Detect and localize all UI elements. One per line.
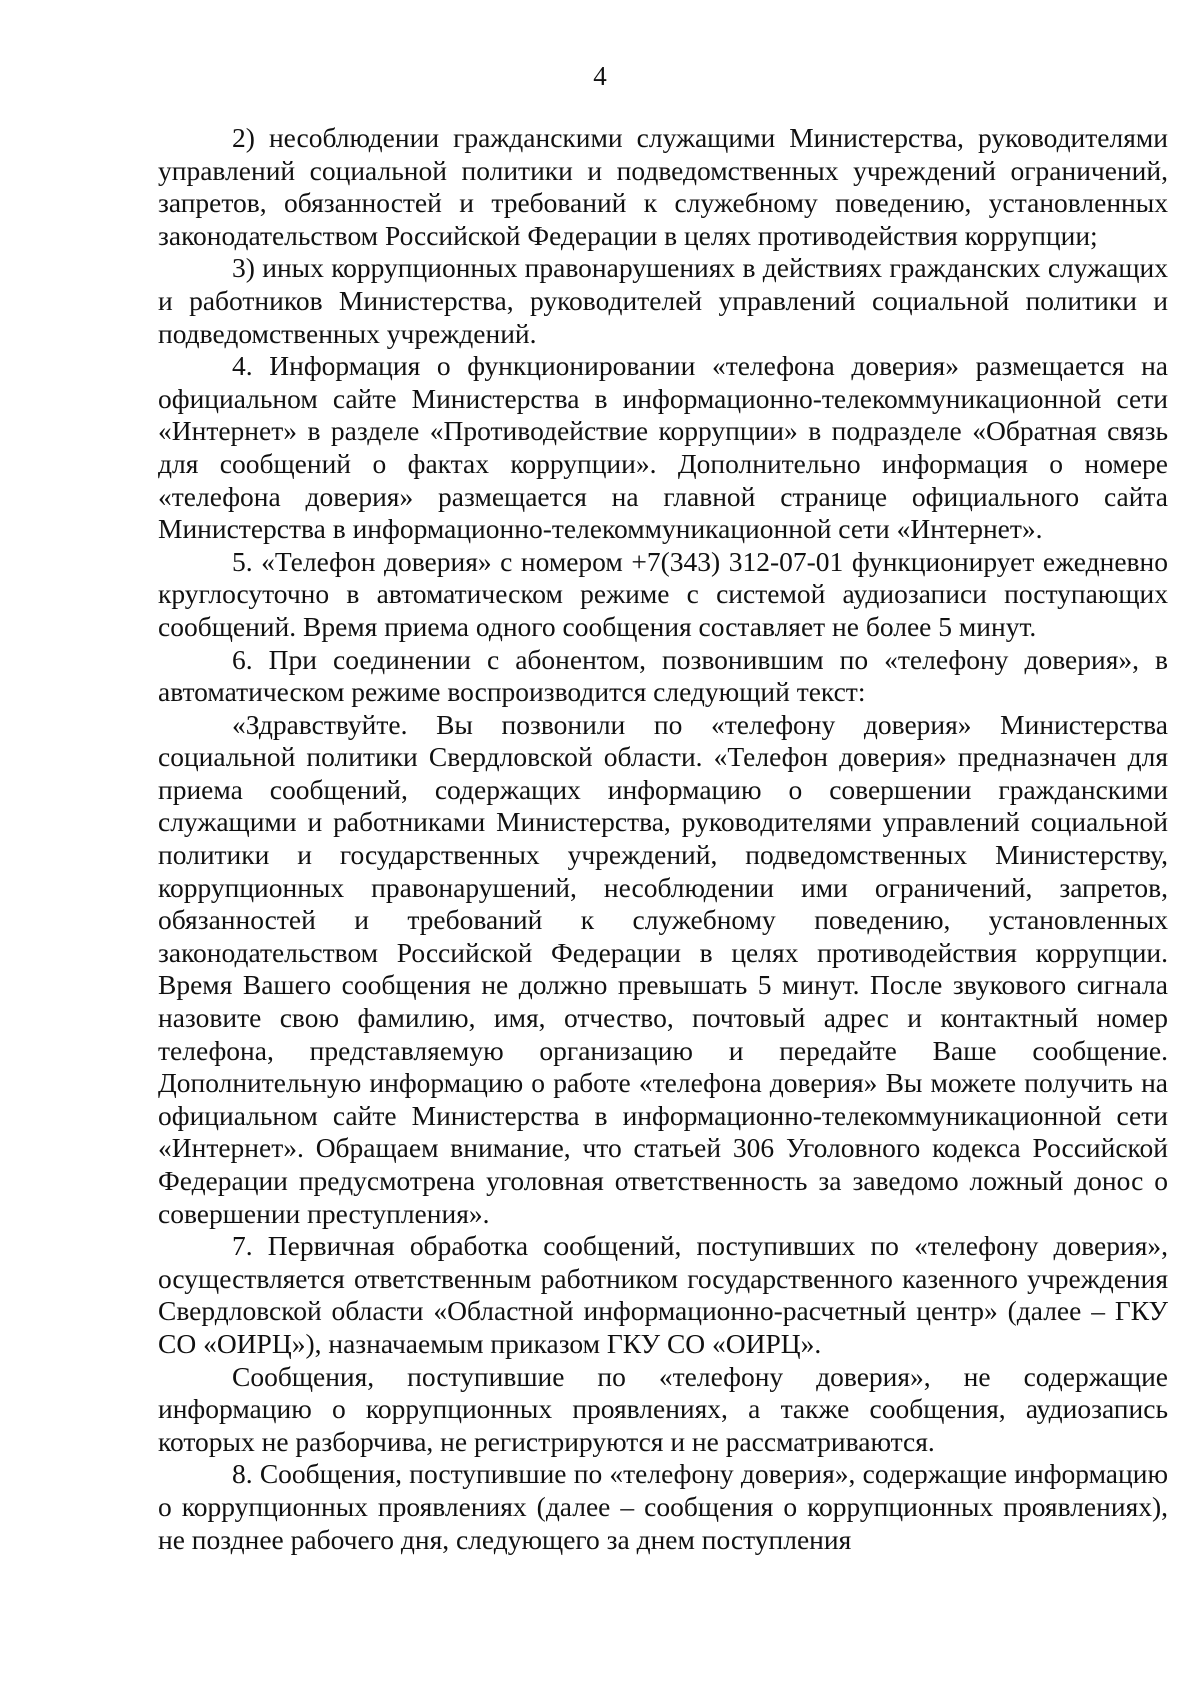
paragraph-greeting-text: «Здравствуйте. Вы позвонили по «телефону доверия» Министерства социальной политики Свердловской области. «Телефон доверия» предназначен для приема сообщений, содержащих информацию о совершении гражданскими служащими и работниками Министерства, руководителями управлений социальной политики и государственных учреждений, подведомственных Министерству, коррупционных правонарушений, несоблюдении ими ограничений, запретов, обязанностей и требований к служебному поведению, установленных законодательством Российской Федерации в целях противодействия коррупции. Время Вашего сообщения не должно превышать 5 минут. После звукового сигнала назовите свою фамилию, имя, отчество, почтовый адрес и контактный номер телефона, представляемую организацию и передайте Ваше сообщение. Дополнительную информацию о работе «телефона доверия» Вы можете получить на официальном сайте Министерства в информационно-телекоммуникационной сети «Интернет». Обращаем внимание, что статьей 306 Уголовного кодекса Российской Федерации предусмотрена уголовная ответственность за заведомо ложный донос о совершении преступления».	[158, 708, 1168, 1229]
paragraph-section-7: 7. Первичная обработка сообщений, поступивших по «телефону доверия», осуществляется ответственным работником государственного казенного учреждения Свердловской области «Областной информационно-расчетный центр» (далее – ГКУ СО «ОИРЦ»), назначаемым приказом ГКУ СО «ОИРЦ».	[158, 1230, 1168, 1359]
paragraph-section-6: 6. При соединении с абонентом, позвонившим по «телефону доверия», в автоматическом режиме воспроизводится следующий текст:	[158, 643, 1168, 708]
page-number: 4	[593, 61, 607, 91]
paragraph-item-3: 3) иных коррупционных правонарушениях в действиях гражданских служащих и работников Министерства, руководителей управлений социальной политики и подведомственных учреждений.	[158, 252, 1168, 349]
paragraph-section-8: 8. Сообщения, поступившие по «телефону доверия», содержащие информацию о коррупционных проявлениях (далее – сообщения о коррупционных проявлениях), не позднее рабочего дня, следующего за днем поступления	[158, 1458, 1168, 1555]
paragraph-section-4: 4. Информация о функционировании «телефона доверия» размещается на официальном сайте Министерства в информационно-телекоммуникационной сети «Интернет» в разделе «Противодействие коррупции» в подразделе «Обратная связь для сообщений о фактах коррупции». Дополнительно информация о номере «телефона доверия» размещается на главной странице официального сайта Министерства в информационно-телекоммуникационной сети «Интернет».	[158, 350, 1168, 545]
document-body	[158, 122, 1168, 1556]
paragraph-item-2: 2) несоблюдении гражданскими служащими Министерства, руководителями управлений социальной политики и подведомственных учреждений ограничений, запретов, обязанностей и требований к служебному поведению, установленных законодательством Российской Федерации в целях противодействия коррупции;	[158, 122, 1168, 251]
paragraph-section-5: 5. «Телефон доверия» с номером +7(343) 312-07-01 функционирует ежедневно круглосуточно в автоматическом режиме с системой аудиозаписи поступающих сообщений. Время приема одного сообщения составляет не более 5 минут.	[158, 545, 1168, 642]
paragraph-unregistered-messages: Сообщения, поступившие по «телефону доверия», не содержащие информацию о коррупционных проявлениях, а также сообщения, аудиозапись которых не разборчива, не регистрируются и не рассматриваются.	[158, 1360, 1168, 1457]
